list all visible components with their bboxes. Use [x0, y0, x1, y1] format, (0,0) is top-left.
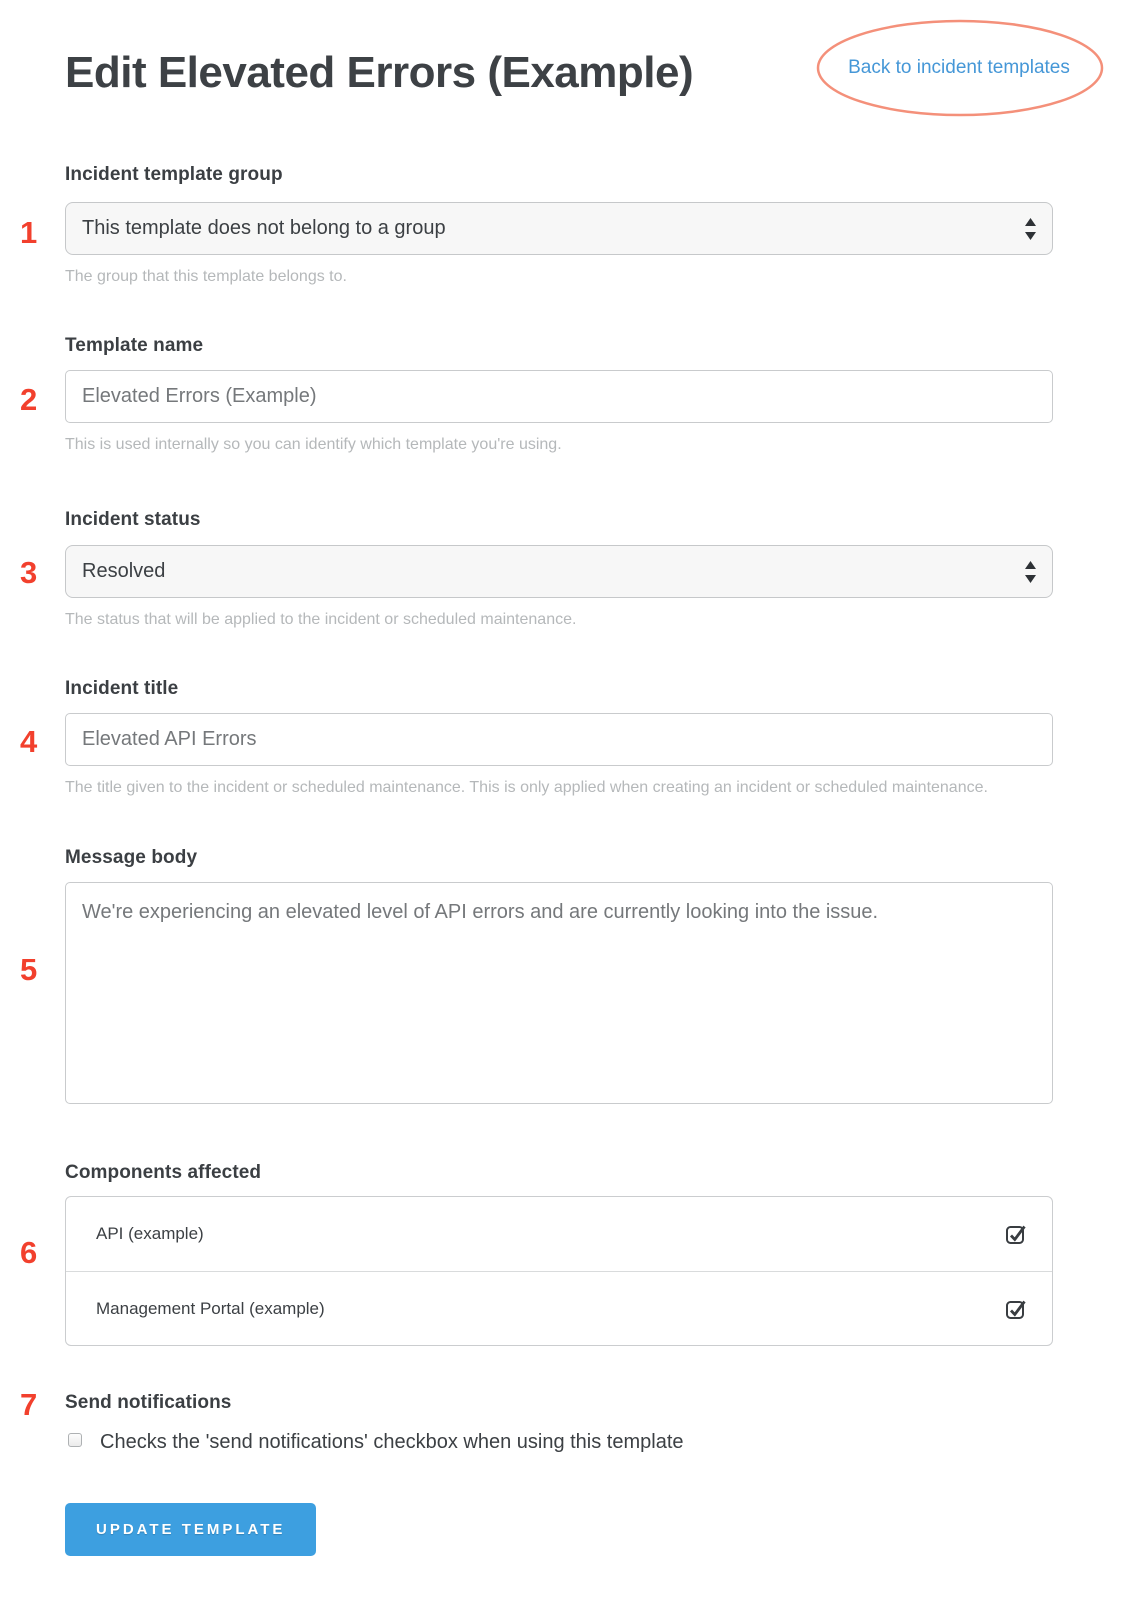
- template-name-input[interactable]: [65, 370, 1053, 423]
- message-body-textarea[interactable]: [65, 882, 1053, 1104]
- template-name-help: This is used internally so you can identify which template you're using.: [65, 436, 562, 453]
- incident-status-label: Incident status: [65, 509, 201, 530]
- field-incident-template-group: [65, 164, 1053, 285]
- field-template-name: [65, 335, 1053, 453]
- annotation-number-3: 3: [20, 555, 38, 590]
- components-affected-label: Components affected: [65, 1162, 262, 1183]
- annotation-number-7: 7: [20, 1387, 38, 1422]
- annotation-number-6: 6: [20, 1235, 38, 1270]
- checked-checkbox-icon[interactable]: [1004, 1297, 1028, 1321]
- field-message-body: [65, 847, 1053, 1104]
- send-notifications-checkbox-label: Checks the 'send notifications' checkbox when using this template: [100, 1431, 684, 1453]
- incident-title-input[interactable]: [65, 713, 1053, 766]
- annotation-number-1: 1: [20, 215, 38, 250]
- incident-template-group-help: The group that this template belongs to.: [65, 268, 347, 285]
- select-up-down-arrows-icon: [1024, 561, 1037, 583]
- annotation-number-2: 2: [20, 382, 38, 417]
- checked-checkbox-icon[interactable]: [1004, 1222, 1028, 1246]
- incident-status-help: The status that will be applied to the incident or scheduled maintenance.: [65, 611, 577, 628]
- components-list: [65, 1196, 1053, 1346]
- annotation-number-4: 4: [20, 724, 38, 759]
- incident-status-selected-value: Resolved: [82, 560, 166, 582]
- incident-template-group-label: Incident template group: [65, 164, 283, 185]
- page-title: Edit Elevated Errors (Example): [65, 48, 694, 97]
- send-notifications-checkbox[interactable]: [68, 1433, 82, 1447]
- template-name-label: Template name: [65, 335, 204, 356]
- annotation-number-5: 5: [20, 952, 38, 987]
- select-up-down-arrows-icon: [1024, 218, 1037, 240]
- incident-status-select[interactable]: [65, 545, 1053, 598]
- send-notifications-label: Send notifications: [65, 1392, 232, 1413]
- message-body-label: Message body: [65, 847, 198, 868]
- field-send-notifications: [65, 1392, 1053, 1455]
- component-name: Management Portal (example): [96, 1298, 325, 1318]
- incident-title-help: The title given to the incident or scheduled maintenance. This is only applied when creating an incident or scheduled maintenance.: [65, 779, 988, 796]
- incident-title-label: Incident title: [65, 678, 179, 699]
- component-row-api: [66, 1197, 1052, 1271]
- field-components-affected: [65, 1162, 1053, 1346]
- component-row-management-portal: [66, 1271, 1052, 1345]
- incident-template-group-select[interactable]: [65, 202, 1053, 255]
- update-template-button[interactable]: UPDATE TEMPLATE: [65, 1503, 316, 1556]
- back-to-incident-templates-link[interactable]: Back to incident templates: [848, 57, 1070, 78]
- field-incident-status: [65, 509, 1053, 628]
- incident-template-group-selected-value: This template does not belong to a group: [82, 217, 446, 239]
- field-incident-title: [65, 678, 1053, 796]
- send-notifications-row: [68, 1429, 1053, 1455]
- bottom-spacer: [65, 1556, 1053, 1599]
- component-name: API (example): [96, 1224, 204, 1243]
